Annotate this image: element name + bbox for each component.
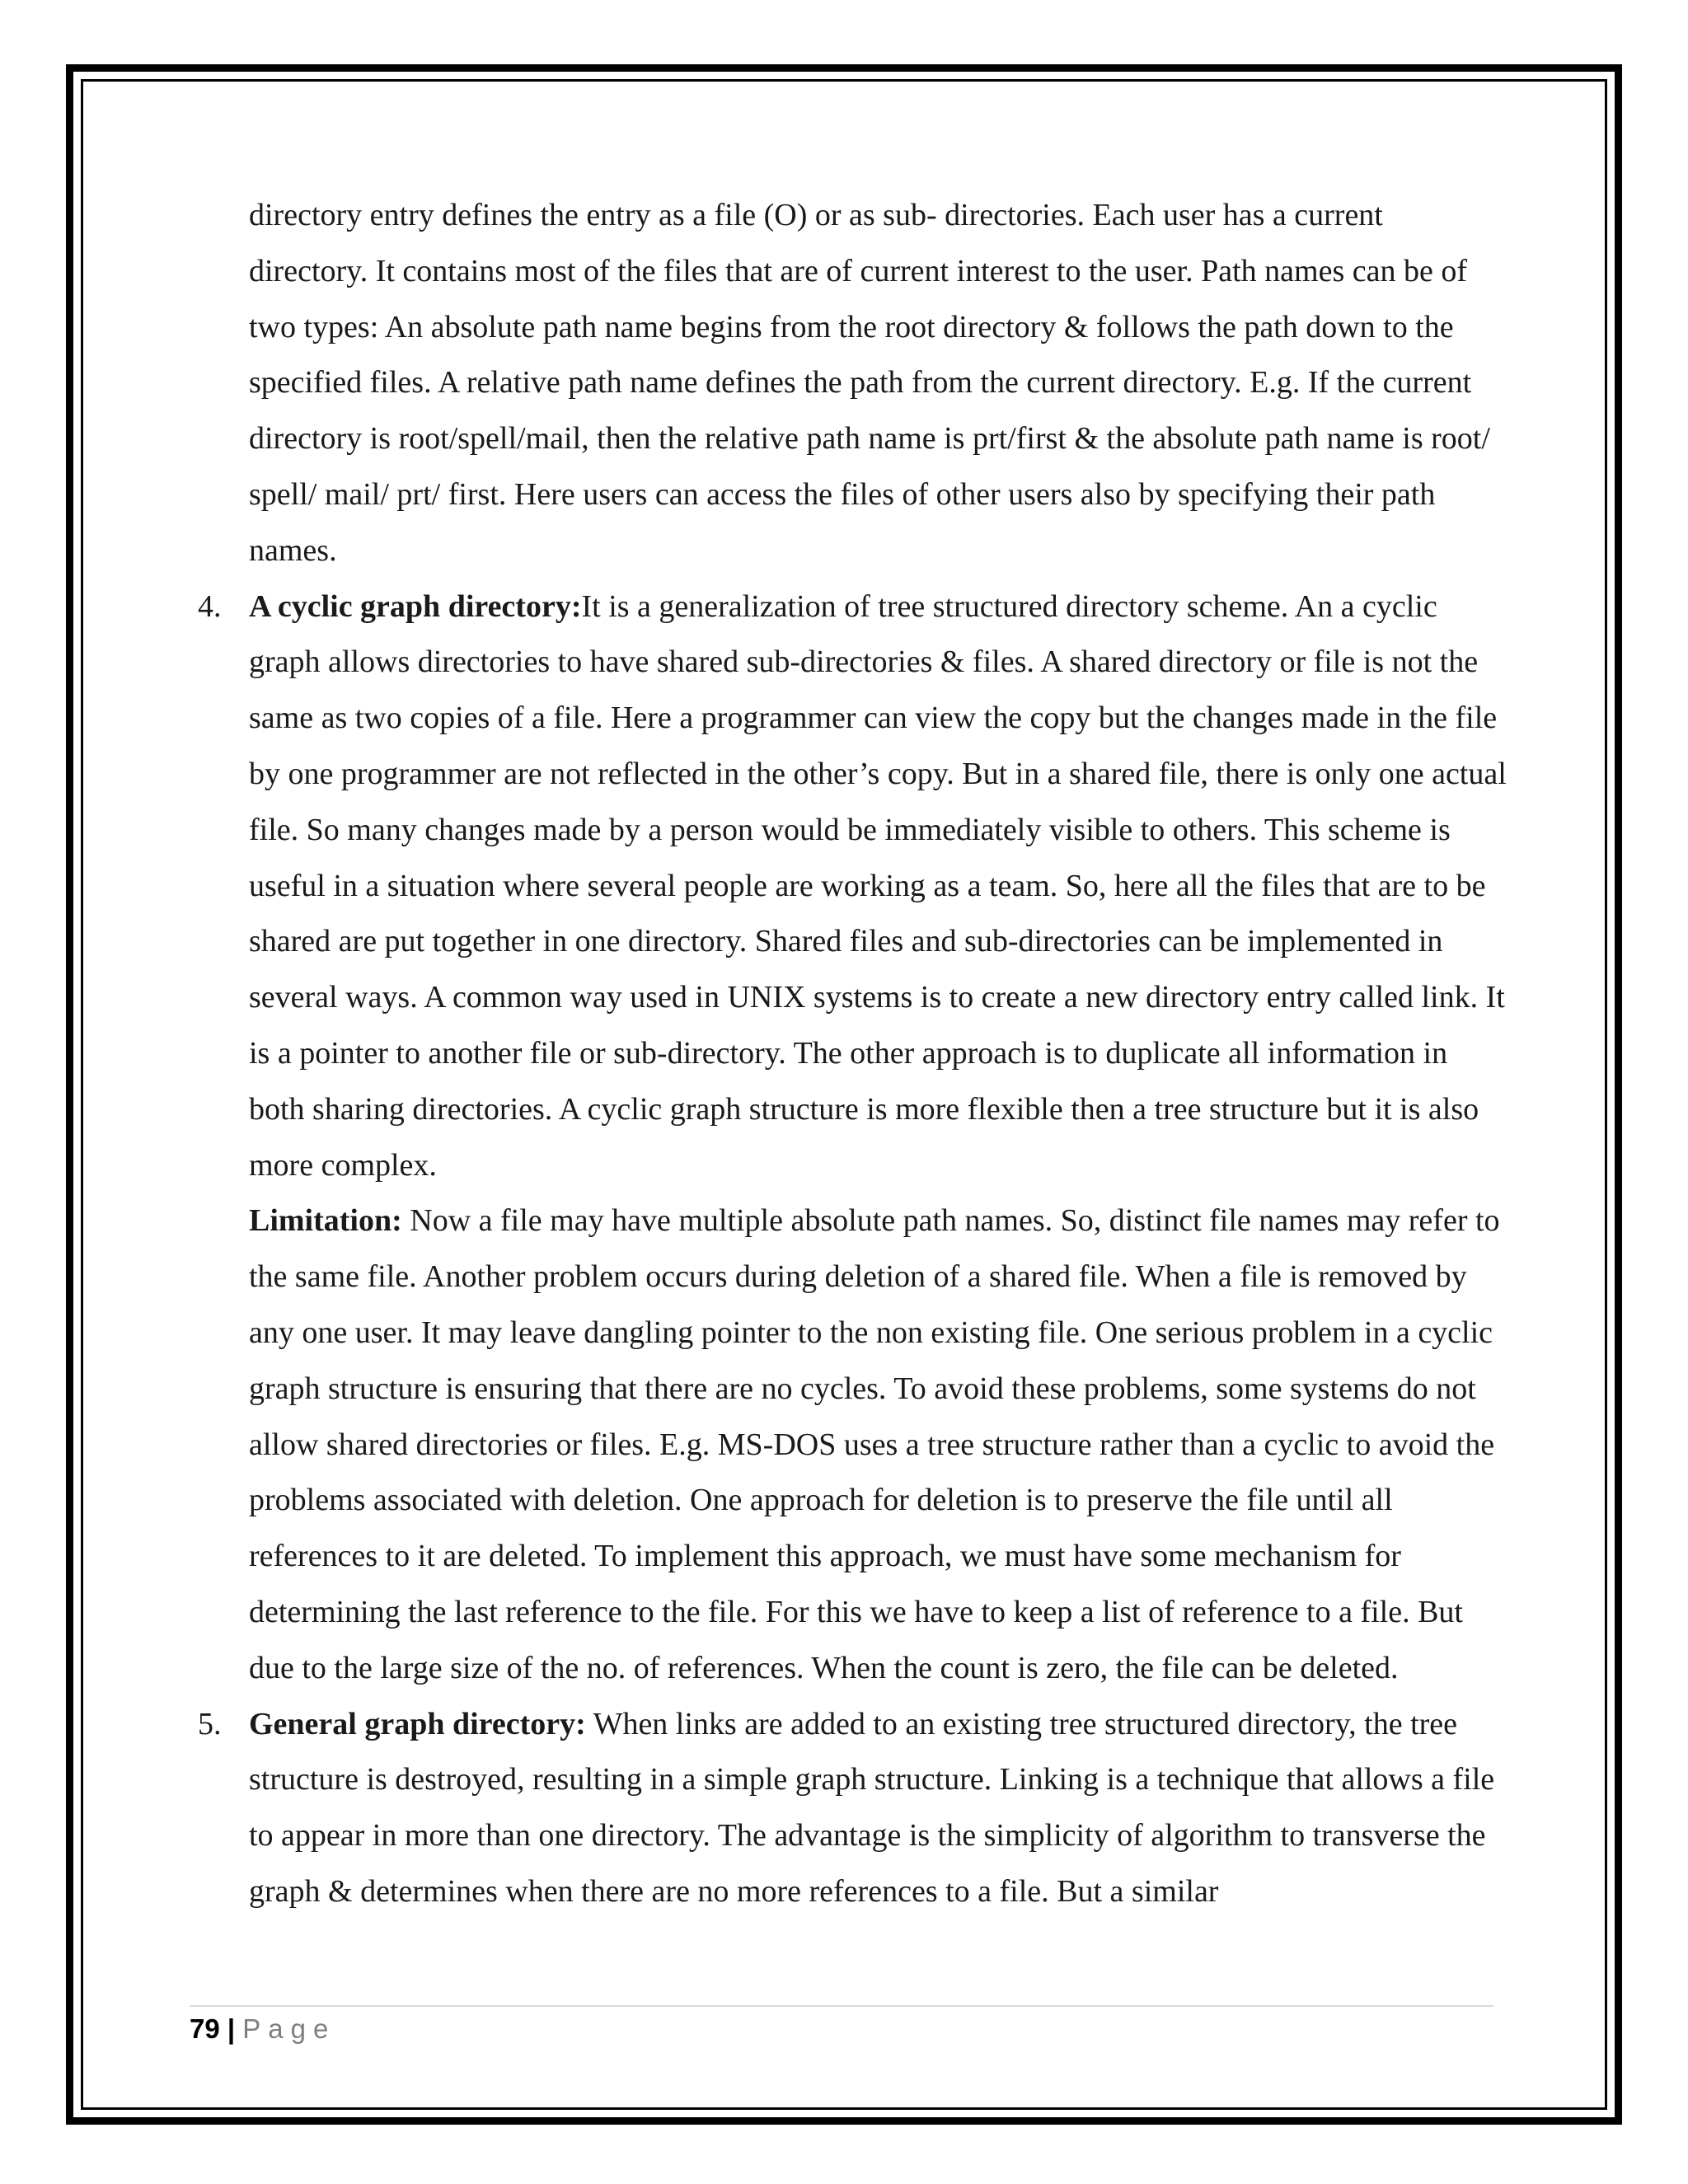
list-item-acyclic-graph xyxy=(190,579,1508,1697)
page-footer xyxy=(190,2011,335,2047)
continuation-paragraph: directory entry defines the entry as a file (O) or as sub- directories. Each user has a current directory. It contains most of the files that are of current interest to the user. Path names can be of two types: An absolute path name begins from the root directory & follows the path down to the specified files. A relative path name defines the path from the current directory. E.g. If the current directory is root/spell/mail, then the relative path name is prt/first & the absolute path name is root/ spell/ mail/ prt/ first. Here users can access the files of other users also by specifying their path names. xyxy=(249,198,1490,568)
list-item-number: 4. xyxy=(198,588,222,624)
limitation-paragraph xyxy=(249,1193,1508,1696)
general-graph-paragraph xyxy=(249,1697,1508,1920)
list-item-number: 5. xyxy=(198,1706,222,1741)
general-graph-title: General graph directory: xyxy=(249,1706,586,1741)
acyclic-graph-title: A cyclic graph directory: xyxy=(249,588,582,624)
page-content xyxy=(190,188,1508,1920)
limitation-text: Now a file may have multiple absolute path names. So, distinct file names may refer to the same file. Another problem occurs during deletion of a shared file. When a file is removed by any one user. It may leave dangling pointer to the non existing file. One serious problem in a cyclic graph structure is ensuring that there are no cycles. To avoid these problems, some systems do not allow shared directories or files. E.g. MS-DOS uses a tree structure rather than a cyclic to avoid the problems associated with deletion. One approach for deletion is to preserve the file until all references to it are deleted. To implement this approach, we must have some mechanism for determining the last reference to the file. For this we have to keep a list of reference to a file. But due to the large size of the no. of references. When the count is zero, the file can be deleted. xyxy=(249,1203,1500,1685)
limitation-title: Limitation: xyxy=(249,1203,402,1239)
page-label: Page xyxy=(242,2013,336,2044)
list-item-general-graph xyxy=(190,1697,1508,1920)
footer-separator: | xyxy=(219,2013,243,2044)
page-number: 79 xyxy=(190,2013,220,2044)
footer-divider xyxy=(190,2005,1493,2007)
acyclic-graph-text: It is a generalization of tree structured directory scheme. An a cyclic graph allows directories to have shared sub-directories & files. A shared directory or file is not the same as two copies of a file. Here a programmer can view the copy but the changes made in the file by one programmer are not reflected in the other’s copy. But in a shared file, there is only one actual file. So many changes made by a person would be immediately visible to others. This scheme is useful in a situation where several people are working as a team. So, here all the files that are to be shared are put together in one directory. Shared files and sub-directories can be implemented in several ways. A common way used in UNIX systems is to create a new directory entry called link. It is a pointer to another file or sub-directory. The other approach is to duplicate all information in both sharing directories. A cyclic graph structure is more flexible then a tree structure but it is also more complex. xyxy=(249,588,1507,1183)
general-graph-text: When links are added to an existing tree structured directory, the tree structure is destroyed, resulting in a simple graph structure. Linking is a technique that allows a file to appear in more than one directory. The advantage is the simplicity of algorithm to transverse the graph & determines when there are no more references to a file. But a similar xyxy=(249,1706,1495,1909)
acyclic-graph-paragraph xyxy=(249,579,1508,1194)
